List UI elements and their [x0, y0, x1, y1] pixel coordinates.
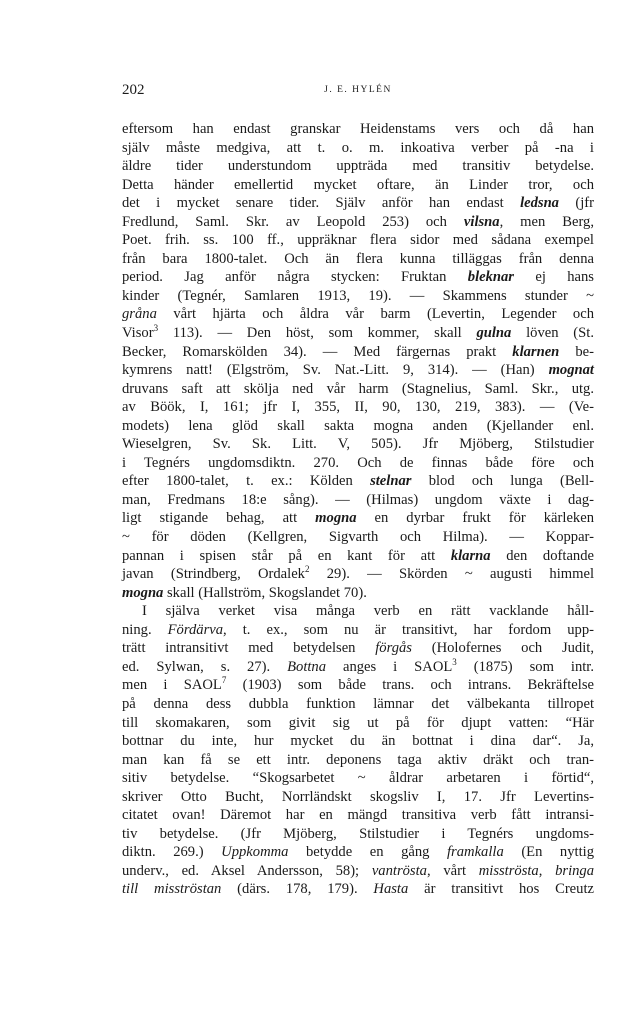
text-line: eftersom han endast granskar Heidenstams vers och då han: [122, 121, 594, 137]
page-header: [122, 82, 594, 102]
text-line: modets) lena glöd skall sakta mogna anden (Kjellander enl.: [122, 417, 594, 434]
text-line: gråna vårt hjärta och åldra vår barm (Levertin, Legender och: [122, 306, 594, 323]
page-number: 202: [122, 82, 145, 98]
text-line: druvans saft att skölja ned vår harm (Stagnelius, Saml. Skr., utg.: [122, 380, 594, 397]
text-line: ligt stigande behag, att mogna en dyrbar frukt för kärleken: [122, 510, 594, 527]
text-line: citatet ovan! Däremot har en mängd transitiva verb fått intransi-: [122, 807, 594, 824]
text-line: ning. Fördärva, t. ex., som nu är transitivt, har fordom upp-: [122, 621, 594, 638]
text-line: bottnar du inte, hur mycket du än bottnat i dina dar“. Ja,: [122, 733, 594, 750]
text-line: Poet. frih. ss. 100 ff., uppräknar flera sidor med sådana exempel: [122, 232, 594, 249]
text-line: ~ för döden (Kellgren, Sigvarth och Hilma). — Koppar-: [122, 529, 594, 546]
text-line: Detta händer emellertid mycket oftare, än Linder tror, och: [122, 176, 594, 193]
text-line: man, Fredmans 18:e sång). — (Hilmas) ungdom växte i dag-: [122, 491, 594, 508]
text-line: javan (Strindberg, Ordalek$^2$ 29). — Skörden ~ augusti himmel: [122, 564, 594, 583]
text-line: kymrens natt! (Elgström, Sv. Nat.-Litt. 9, 314). — (Han) mognat: [122, 362, 594, 379]
text-line: Fredlund, Saml. Skr. av Leopold 253) och vilsna, men Berg,: [122, 213, 594, 230]
text-line: själv måste medgiva, att t. o. m. inkoativa verber på -na i: [122, 139, 594, 156]
text-line: ed. Sylwan, s. 27). Bottna anges i SAOL$^3$ (1875) som intr.: [122, 657, 594, 675]
text-line: äldre tider understundom uppträda med transitiv betydelse.: [122, 158, 594, 175]
text-line: skriver Otto Bucht, Norrländskt skogsliv I, 17. Jfr Levertins-: [122, 788, 594, 805]
text-line: trätt intransitivt med betydelsen förgås (Holofernes och Judit,: [122, 640, 594, 657]
text-line: från bara 1800-talet. Och än flera kunna tilläggas från denna: [122, 250, 594, 267]
text-line: underv., ed. Aksel Andersson, 58); vantrösta, vårt misströsta, bringa: [122, 862, 595, 879]
text-line: Visor$^3$ 113). — Den höst, som kommer, skall gulna löven (St.: [122, 323, 594, 342]
text-line: kinder (Tegnér, Samlaren 1913, 19). — Skammens stunder ~: [122, 287, 594, 304]
text-line: I själva verket visa många verb en rätt vacklande håll-: [142, 603, 594, 620]
text-line: mogna skall (Hallström, Skogslandet 70).: [122, 584, 367, 601]
text-line: till misströstan (därs. 178, 179). Hasta är transitivt hos Creutz: [122, 881, 594, 898]
text-line: Wieselgren, Sv. Sk. Litt. V, 505). Jfr Mjöberg, Stilstudier: [122, 436, 594, 453]
text-line: till skomakaren, som givit sig ut på för djupt vatten: “Här: [122, 714, 594, 731]
text-line: på denna dess dubbla funktion lämnar det välbekanta tillropet: [122, 695, 594, 712]
text-line: Becker, Romarskölden 34). — Med färgernas prakt klarnen be-: [122, 343, 594, 360]
body-text: [122, 120, 594, 899]
text-line: men i SAOL$^7$ (1903) som både trans. och intrans. Bekräftelse: [122, 675, 594, 694]
text-line: diktn. 269.) Uppkomma betydde en gång framkalla (En nyttig: [122, 844, 594, 861]
running-head: J. E. HYLÉN: [324, 85, 392, 95]
text-line: pannan i spisen står på en kant för att klarna den doftande: [122, 547, 594, 564]
text-line: tiv betydelse. (Jfr Mjöberg, Stilstudier i Tegnérs ungdoms-: [122, 825, 594, 842]
text-line: i Tegnérs ungdomsdiktn. 270. Och de finnas både före och: [122, 454, 594, 471]
text-line: period. Jag anför några stycken: Fruktan bleknar ej hans: [122, 269, 594, 286]
text-line: sitiv betydelse. “Skogsarbetet ~ åldrar arbetaren i förtid“,: [122, 770, 594, 787]
text-line: det i mycket senare tider. Själv anför han endast ledsna (jfr: [122, 195, 594, 212]
text-line: man kan få se ett intr. deponens taga aktiv dräkt och tran-: [122, 751, 594, 768]
text-line: av Böök, I, 161; jfr I, 355, II, 90, 130, 219, 383). — (Ve-: [122, 399, 594, 416]
text-line: efter 1800-talet, t. ex.: Kölden stelnar blod och lunga (Bell-: [122, 473, 594, 490]
